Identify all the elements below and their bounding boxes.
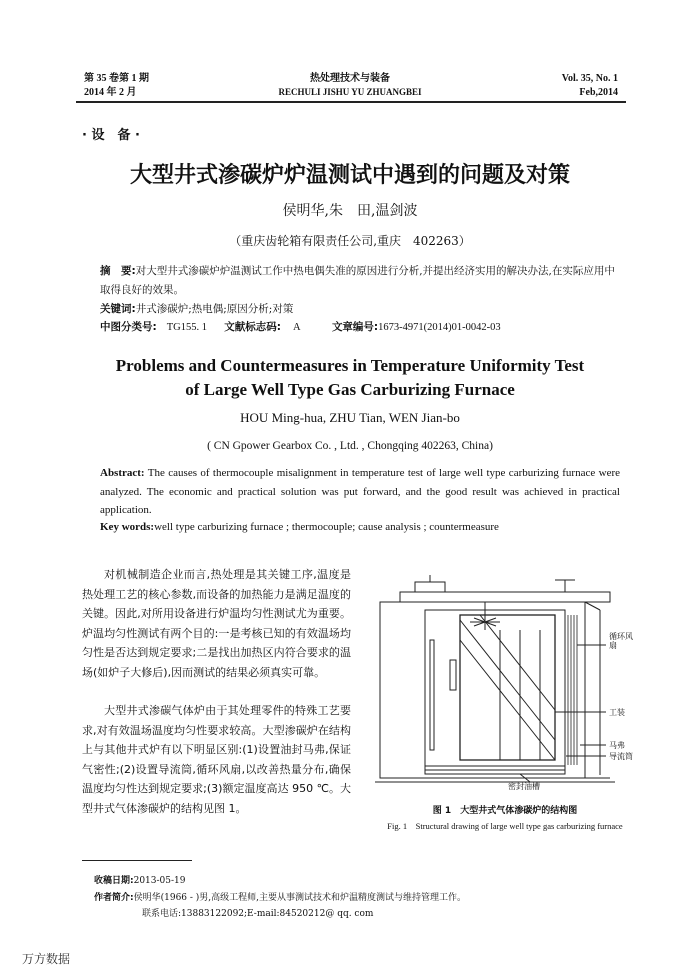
received-value: 2013-05-19 xyxy=(133,876,186,886)
footnote-author xyxy=(94,890,466,903)
received-label: 收稿日期: xyxy=(94,876,134,886)
clc-value: TG155. 1 xyxy=(166,322,207,333)
authors-cn: 侯明华,朱 田,温剑波 xyxy=(282,203,418,219)
keywords-en-label: Key words: xyxy=(100,521,155,533)
label-fan: 循环风扇 xyxy=(609,632,633,650)
affiliation-en: ( CN Gpower Gearbox Co. , Ltd. , Chongqing 402263, China) xyxy=(207,440,493,452)
header-volume-en: Vol. 35, No. 1 xyxy=(561,73,618,84)
keywords-cn-label: 关键词: xyxy=(100,303,136,315)
footnote-rule xyxy=(82,860,192,861)
header-date-cn: 2014 年 2 月 xyxy=(84,87,137,98)
furnace-structure-drawing xyxy=(370,570,640,800)
figure-caption-cn: 图 1 大型井式气体渗碳炉的结构图 xyxy=(432,806,578,816)
label-guide-tube: 导流筒 xyxy=(609,752,633,761)
abstract-cn-text: 对大型井式渗碳炉炉温测试工作中热电偶失准的原因进行分析,并提出经济实用的解决办法,在实际应用中取得良好的效果。 xyxy=(100,265,615,296)
keywords-cn-text: 井式渗碳炉;热电偶;原因分析;对策 xyxy=(135,303,294,315)
affiliation-cn: （重庆齿轮箱有限责任公司,重庆 402263） xyxy=(229,234,471,248)
label-muffle: 马弗 xyxy=(609,741,625,750)
keywords-en xyxy=(100,518,640,536)
footnote-received xyxy=(94,873,186,886)
footnote-contact: 联系电话:13883122092;E-mail:84520212@ qq. com xyxy=(142,909,374,919)
header-rule xyxy=(76,101,626,103)
doc-value: A xyxy=(293,322,301,333)
abstract-en-text: The causes of thermocouple misalignment in temperature test of large well type carburizing furnace were analyzed. The economic and practical solution was put forward, and the good result was achieved in practical application. xyxy=(100,467,620,516)
label-oil-seal: 密封油槽 xyxy=(508,782,540,791)
paper-title-cn: 大型井式渗碳炉炉温测试中遇到的问题及对策 xyxy=(129,163,570,188)
article-label: 文章编号: xyxy=(331,321,379,333)
classification-line xyxy=(100,318,640,337)
work-basket xyxy=(460,615,555,760)
article-value: 1673-4971(2014)01-0042-03 xyxy=(378,322,501,333)
keywords-en-text: well type carburizing furnace ; thermocouple; cause analysis ; countermeasure xyxy=(154,521,499,533)
header-journal-en: RECHULI JISHU YU ZHUANGBEI xyxy=(278,87,422,97)
abstract-cn-label: 摘 要: xyxy=(100,265,136,277)
paper-title-en-line2: of Large Well Type Gas Carburizing Furnace xyxy=(185,380,515,399)
furnace-lid xyxy=(400,592,610,602)
clc-label: 中图分类号: xyxy=(100,321,157,333)
furnace-shell xyxy=(380,602,585,778)
paper-title-en-line1: Problems and Countermeasures in Temperature Uniformity Test xyxy=(115,356,585,375)
keywords-cn xyxy=(100,300,620,318)
fan-motor xyxy=(415,582,445,592)
body-paragraph-1: 对机械制造企业而言,热处理是其关键工序,温度是热处理工艺的核心参数,而设备的加热能力是满足温度的关键。因此,对所用设备进行炉温均匀性测试尤为重要。炉温均匀性测试有两个目的:一是考核已知的有效温场均匀性是否达到规定要求;二是找出加热区内符合要求的温场(如炉子大修后),因而测试的结果必须真实可靠。 xyxy=(82,568,351,679)
watermark: 万方数据 xyxy=(22,952,71,966)
author-label: 作者简介: xyxy=(94,893,134,903)
section-label: · 设 备 · xyxy=(82,128,140,143)
header-volume: 第 35 卷第 1 期 xyxy=(84,73,149,84)
header-date-en: Feb,2014 xyxy=(579,87,618,98)
abstract-en-label: Abstract: xyxy=(100,467,145,479)
abstract-en xyxy=(100,464,620,520)
label-tooling: 工装 xyxy=(609,708,625,717)
body-paragraph-2: 大型井式渗碳气体炉由于其处理零件的特殊工艺要求,对有效温场温度均匀性要求较高。大型渗碳炉在结构上与其他井式炉有以下明显区别:(1)设置油封马弗,保证气密性;(2)设置导流筒,循环风扇,以改善热量分布,确保温度均匀性达到规定要求;(3)额定温度高达 950 ℃。大型井式气体渗碳炉的结构见图 1。 xyxy=(82,704,351,815)
author-value: 侯明华(1966 - )男,高级工程师,主要从事测试技术和炉温精度测试与维持管理工作。 xyxy=(133,893,467,903)
header-journal-cn: 热处理技术与装备 xyxy=(310,73,390,84)
figure-caption-en: Fig. 1 Structural drawing of large well type gas carburizing furnace xyxy=(387,821,623,831)
abstract-cn xyxy=(100,262,620,300)
authors-en: HOU Ming-hua, ZHU Tian, WEN Jian-bo xyxy=(240,410,460,425)
doc-label: 文献标志码: xyxy=(224,321,281,333)
